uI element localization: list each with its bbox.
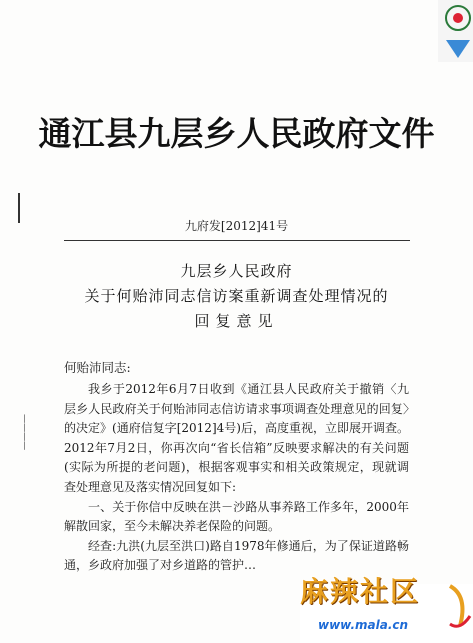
document-body <box>64 380 409 576</box>
heading-line-3: 回复意见 <box>194 312 279 330</box>
heading-line-2: 关于何贻沛同志信访案重新调查处理情况的 <box>84 287 389 305</box>
document-number: 九府发[2012]41号 <box>184 219 289 233</box>
margin-binding-mark: 丨丨丨丨 <box>18 414 28 450</box>
body-paragraph-1: 我乡于2012年6月7日收到《通江县人民政府关于撤销〈九层乡人民政府关于何贻沛同志信访请求事项调查处理意见的回复〉的决定》(通府信复字[2012]4号)后，高度重视，立即展开调查。2012年7月2日，你再次向“省长信箱”反映要求解决的有关问题(实际为所提的老问题)，根据客观事实和相关政策规定，现就调查处理意见及落实情况回复如下: <box>64 382 409 494</box>
corner-stamp-logo <box>438 0 473 62</box>
body-paragraph-3: 经查:九洪(九层至洪口)路自1978年修通后，为了保证道路畅通，乡政府加强了对乡道路的管护… <box>64 538 409 573</box>
heading-line-1: 九层乡人民政府 <box>180 262 293 280</box>
body-paragraph-2: 一、关于你信中反映在洪－沙路从事养路工作多年，2000年解散回家，至今未解决养老保险的问题。 <box>64 499 409 534</box>
watermark-brand: 麻辣社区 <box>300 575 421 608</box>
document-title: 通江县九层乡人民政府文件 <box>38 114 435 153</box>
salutation: 何贻沛同志: <box>64 360 131 375</box>
watermark-url[interactable]: www.mala.cn <box>318 618 409 632</box>
header-divider <box>64 240 410 241</box>
